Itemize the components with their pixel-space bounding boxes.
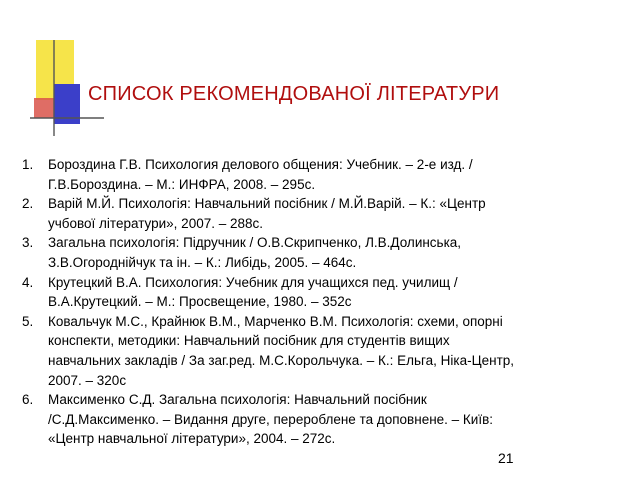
reference-line: Варій М.Й. Психологія: Навчальний посібник / М.Й.Варій. – К.: «Центр	[48, 196, 486, 212]
reference-text	[48, 390, 622, 449]
reference-number: 6.	[22, 392, 34, 408]
reference-line: Максименко С.Д. Загальна психологія: Навчальний посібник	[48, 392, 427, 408]
reference-number: 5.	[22, 313, 34, 329]
reference-line: Бороздина Г.В. Психология делового общения: Учебник. – 2-е изд. /	[48, 157, 473, 172]
reference-line: учбової літератури», 2007. – 288с.	[48, 215, 263, 231]
reference-text	[48, 155, 622, 194]
reference-item	[22, 233, 622, 272]
reference-line: Крутецкий В.А. Психология: Учебник для учащихся пед. училищ /	[48, 274, 458, 290]
reference-text	[48, 233, 622, 272]
reference-line: В.А.Крутецкий. – М.: Просвещение, 1980. – 352с	[48, 294, 352, 310]
reference-line: /С.Д.Максименко. – Видання друге, перероблене та доповнене. – Київ:	[48, 411, 493, 427]
slide-title: СПИСОК РЕКОМЕНДОВАНОЇ ЛІТЕРАТУРИ	[88, 83, 500, 105]
reference-line: Ковальчук М.С., Крайнюк В.М., Марченко В.М. Психологія: схеми, опорні	[48, 313, 503, 329]
reference-line: 2007. – 320с	[48, 372, 127, 388]
reference-number: 2.	[22, 196, 34, 212]
reference-line: навчальних закладів / За заг.ред. М.С.Корольчука. – К.: Ельга, Ніка-Центр,	[48, 352, 515, 368]
red-block	[34, 98, 54, 118]
reference-item	[22, 312, 622, 390]
reference-list	[22, 155, 622, 449]
decorative-blocks	[0, 0, 110, 140]
reference-item	[22, 390, 622, 449]
reference-number: 4.	[22, 274, 34, 290]
reference-line: Загальна психологія: Підручник / О.В.Скрипченко, Л.В.Долинська,	[48, 235, 462, 251]
reference-line: конспекти, методики: Навчальний посібник для студентів вищих	[48, 333, 450, 349]
reference-item	[22, 155, 622, 194]
reference-line: «Центр навчальної літератури», 2004. – 272с.	[48, 431, 336, 447]
reference-item	[22, 194, 622, 233]
reference-number: 1.	[22, 157, 34, 172]
reference-item	[22, 273, 622, 312]
reference-text	[48, 194, 622, 233]
reference-line: З.В.Огороднійчук та ін. – К.: Либідь, 2005. – 464с.	[48, 254, 357, 270]
page-number: 21	[498, 450, 514, 466]
reference-number: 3.	[22, 235, 34, 251]
reference-text	[48, 312, 622, 390]
reference-line: Г.В.Бороздина. – М.: ИНФРА, 2008. – 295с.	[48, 176, 316, 192]
reference-text	[48, 273, 622, 312]
